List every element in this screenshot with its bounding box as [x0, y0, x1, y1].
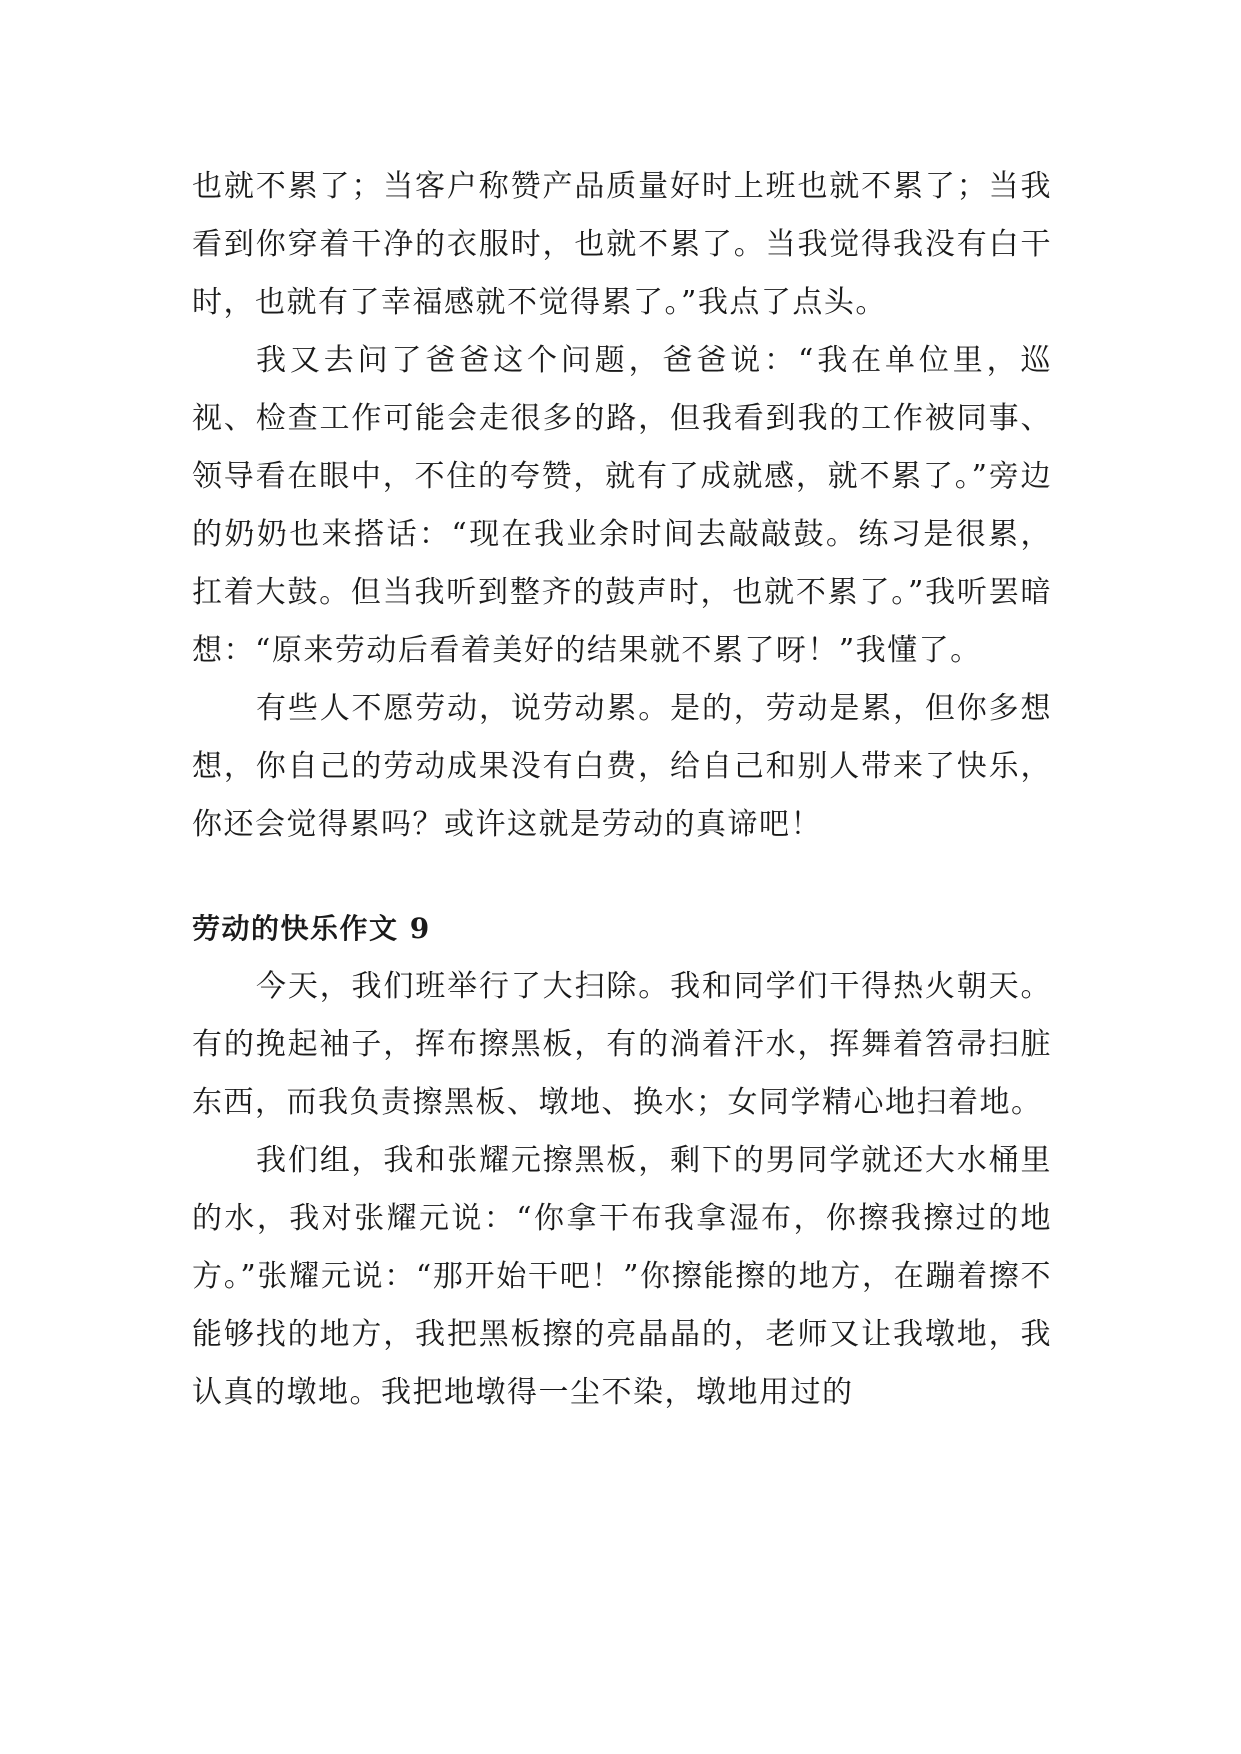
section-heading: 劳动的快乐作文 9 — [192, 912, 431, 945]
paragraph: 我们组，我和张耀元擦黑板，剩下的男同学就还大水桶里的水，我对张耀元说：“你拿干布我拿湿布，你擦我擦过的地方。”张耀元说：“那开始干吧！”你擦能擦的地方，在蹦着擦不能够找的地方，我把黑板擦的亮晶晶的，老师又让我墩地，我认真的墩地。我把地墩得一尘不染，墩地用过的 — [192, 1143, 1052, 1410]
paragraph: 也就不累了；当客户称赞产品质量好时上班也就不累了；当我看到你穿着干净的衣服时，也就不累了。当我觉得我没有白干时，也就有了幸福感就不觉得累了。”我点了点头。 — [192, 169, 1052, 320]
document-body — [192, 158, 1052, 1422]
paragraph: 今天，我们班举行了大扫除。我和同学们干得热火朝天。有的挽起袖子，挥布擦黑板，有的淌着汗水，挥舞着笤帚扫脏东西，而我负责擦黑板、墩地、换水；女同学精心地扫着地。 — [192, 969, 1052, 1120]
paragraph: 我又去问了爸爸这个问题，爸爸说：“我在单位里，巡视、检查工作可能会走很多的路，但我看到我的工作被同事、领导看在眼中，不住的夸赞，就有了成就感，就不累了。”旁边的奶奶也来搭话：“现在我业余时间去敲敲鼓。练习是很累，扛着大鼓。但当我听到整齐的鼓声时，也就不累了。”我听罢暗想：“原来劳动后看着美好的结果就不累了呀！”我懂了。 — [192, 343, 1052, 668]
paragraph: 有些人不愿劳动，说劳动累。是的，劳动是累，但你多想想，你自己的劳动成果没有白费，给自己和别人带来了快乐，你还会觉得累吗？或许这就是劳动的真谛吧！ — [192, 691, 1052, 842]
